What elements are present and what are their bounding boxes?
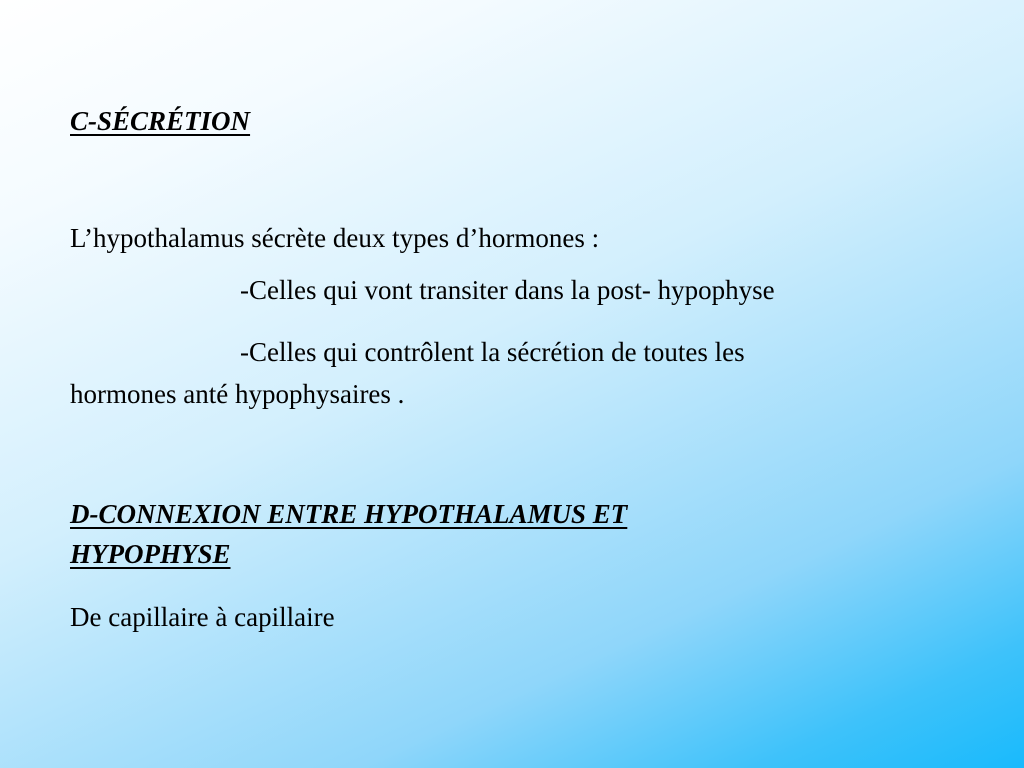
- section-d-heading-line-1: D-CONNEXION ENTRE HYPOTHALAMUS ET: [70, 499, 628, 529]
- section-c-heading: C-SÉCRÉTION: [70, 106, 251, 136]
- section-c-intro: L’hypothalamus sécrète deux types d’hormones :: [70, 223, 600, 253]
- section-d-body: De capillaire à capillaire: [70, 602, 335, 632]
- section-d-heading-line-2: HYPOPHYSE: [70, 539, 231, 569]
- section-c-bullet-2-line-1: -Celles qui contrôlent la sécrétion de toutes les: [240, 337, 745, 367]
- section-c-bullet-2-line-2: hormones anté hypophysaires .: [70, 379, 405, 409]
- section-c-bullet-1: -Celles qui vont transiter dans la post- hypophyse: [240, 275, 775, 305]
